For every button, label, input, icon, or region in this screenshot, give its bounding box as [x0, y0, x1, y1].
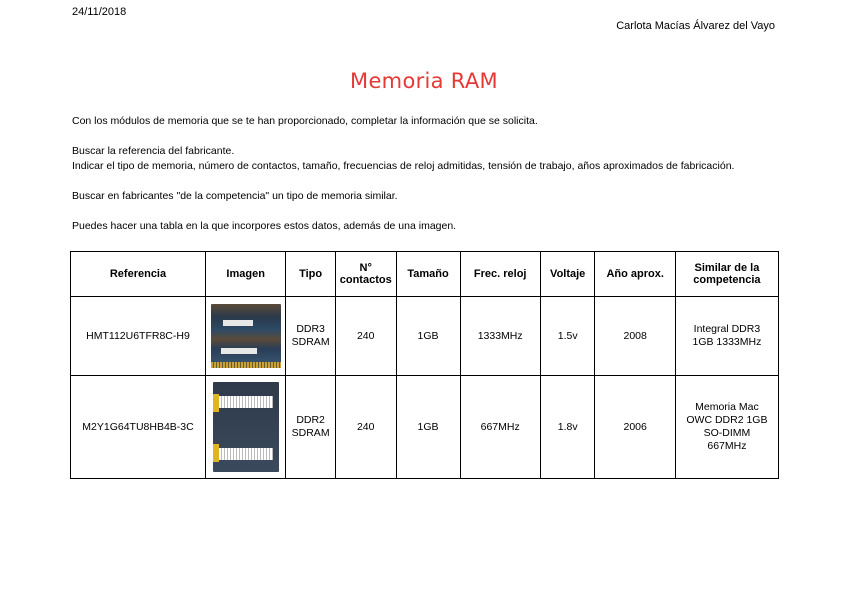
header-similar-line2: competencia: [693, 274, 761, 286]
page-title: Memoria RAM: [350, 69, 498, 93]
header-voltaje: Voltaje: [540, 252, 595, 297]
cell-tamano: 1GB: [396, 297, 460, 376]
header-similar-line1: Similar de la: [694, 262, 760, 274]
cell-tipo-line2: SDRAM: [291, 336, 330, 348]
cell-tipo-line1: DDR3: [296, 323, 325, 335]
cell-contactos: 240: [335, 297, 396, 376]
cell-tamano: 1GB: [396, 376, 460, 479]
table-row: [71, 297, 779, 376]
cell-similar-line2: OWC DDR2 1GB: [686, 414, 768, 426]
cell-referencia: HMT112U6TFR8C-H9: [71, 297, 206, 376]
document-author: Carlota Macías Álvarez del Vayo: [616, 20, 775, 32]
cell-imagen: [206, 376, 286, 479]
header-similar: [675, 252, 778, 297]
ram-chip-label: [223, 320, 253, 326]
cell-similar-line2: 1GB 1333MHz: [692, 336, 762, 348]
instruction-paragraph-1: Con los módulos de memoria que se te han proporcionado, completar la información que se solicita.: [72, 115, 538, 127]
header-referencia: Referencia: [71, 252, 206, 297]
cell-similar-line4: 667MHz: [707, 440, 747, 452]
cell-similar-line1: Memoria Mac: [695, 401, 759, 413]
header-contactos: [335, 252, 396, 297]
instruction-paragraph-5: Puedes hacer una tabla en la que incorpores estos datos, además de una imagen.: [72, 220, 457, 232]
cell-tipo: [286, 297, 335, 376]
ram-module-image: [213, 382, 279, 472]
cell-imagen: [206, 297, 286, 376]
instruction-paragraph-2: Buscar la referencia del fabricante.: [72, 145, 235, 157]
table-row: [71, 376, 779, 479]
header-contactos-line2: contactos: [339, 274, 392, 286]
cell-similar: [675, 376, 778, 479]
cell-contactos: 240: [335, 376, 396, 479]
ram-barcode-label: [219, 396, 273, 408]
cell-similar-line3: SO-DIMM: [703, 427, 751, 439]
ram-chip-label: [221, 348, 257, 354]
ram-table: [70, 251, 779, 479]
header-imagen: Imagen: [206, 252, 286, 297]
cell-similar-line1: Integral DDR3: [693, 323, 761, 335]
ram-gold-pins: [211, 362, 281, 368]
header-contactos-line1: N°: [359, 262, 372, 274]
cell-referencia: M2Y1G64TU8HB4B-3C: [71, 376, 206, 479]
header-tipo: Tipo: [286, 252, 335, 297]
cell-voltaje: 1.5v: [540, 297, 595, 376]
table-header-row: [71, 252, 779, 297]
instruction-paragraph-4: Buscar en fabricantes "de la competencia" un tipo de memoria similar.: [72, 190, 398, 202]
header-frec-reloj: Frec. reloj: [460, 252, 540, 297]
ram-module-image: [211, 304, 281, 368]
document-date: 24/11/2018: [72, 6, 127, 18]
ram-barcode-label: [219, 448, 273, 460]
cell-anio: 2008: [595, 297, 675, 376]
cell-frec-reloj: 667MHz: [460, 376, 540, 479]
cell-tipo: [286, 376, 335, 479]
header-anio: Año aprox.: [595, 252, 675, 297]
cell-tipo-line1: DDR2: [296, 414, 325, 426]
cell-voltaje: 1.8v: [540, 376, 595, 479]
cell-frec-reloj: 1333MHz: [460, 297, 540, 376]
instruction-paragraph-3: Indicar el tipo de memoria, número de contactos, tamaño, frecuencias de reloj admitidas, tensión de trabajo, años aproximados de fabricación.: [72, 160, 735, 172]
cell-tipo-line2: SDRAM: [291, 427, 330, 439]
cell-anio: 2006: [595, 376, 675, 479]
header-tamano: Tamaño: [396, 252, 460, 297]
cell-similar: [675, 297, 778, 376]
